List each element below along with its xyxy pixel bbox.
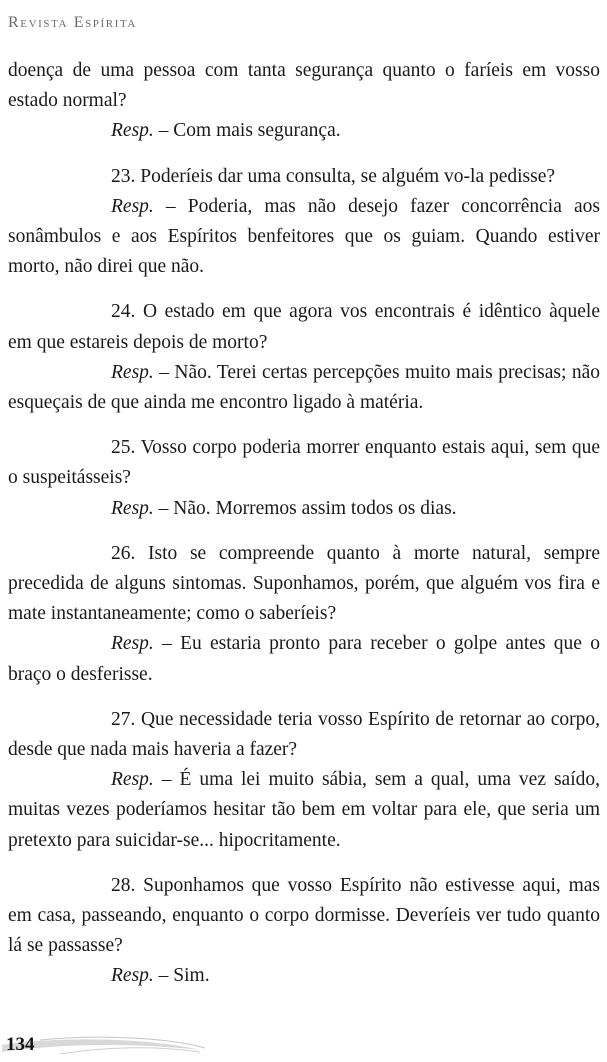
intro-answer (8, 116, 600, 146)
answer-text: – Eu estaria pronto para receber o golpe antes que o braço o desferisse. (8, 633, 600, 685)
answer-23 (8, 192, 600, 283)
answer-text: – Sim. (153, 965, 210, 987)
question-26: 26. Isto se compreende quanto à morte natural, sempre precedida de alguns sintomas. Suponhamos, porém, que alguém vos fira e mate instantaneamente; como o saberíeis? (8, 542, 600, 625)
resp-label: Resp. (111, 633, 154, 655)
running-header: Revista Espírita (8, 14, 137, 31)
answer-text: – Poderia, mas não desejo fazer concorrência aos sonâmbulos e aos Espíritos benfeitores que os guiam. Quando estiver morto, não direi que não. (8, 195, 600, 278)
question-28: 28. Suponhamos que vosso Espírito não estivesse aqui, mas em casa, passeando, enquanto o corpo dormisse. Deveríeis ver tudo quanto lá se passasse? (8, 874, 600, 957)
page-body (8, 56, 600, 992)
answer-25 (8, 494, 600, 524)
resp-label: Resp. (111, 195, 154, 217)
resp-label: Resp. (111, 769, 154, 791)
question-25: 25. Vosso corpo poderia morrer enquanto estais aqui, sem que o suspeitásseis? (8, 437, 600, 489)
resp-label: Resp. (111, 497, 154, 519)
answer-24 (8, 358, 600, 418)
question-24: 24. O estado em que agora vos encontrais é idêntico àquele em que estareis depois de morto? (8, 301, 600, 353)
resp-label: Resp. (111, 120, 154, 142)
answer-27 (8, 765, 600, 856)
page-number: 134 (6, 1034, 35, 1055)
resp-label: Resp. (111, 965, 154, 987)
question-27: 27. Que necessidade teria vosso Espírito de retornar ao corpo, desde que nada mais haveria a fazer? (8, 708, 600, 761)
question-23: 23. Poderíeis dar uma consulta, se alguém vo-la pedisse? (111, 165, 556, 187)
answer-28 (8, 961, 600, 991)
answer-text: – É uma lei muito sábia, sem a qual, uma vez saído, muitas vezes poderíamos hesitar tão bem em voltar para ele, que seria um pretexto para suicidar-se... hipocritamente. (8, 769, 600, 851)
answer-26 (8, 629, 600, 689)
resp-label: Resp. (111, 361, 154, 383)
page-footer (0, 1028, 607, 1062)
answer-text: – Não. Morremos assim todos os dias. (153, 497, 457, 519)
answer-text: – Com mais segurança. (153, 120, 341, 142)
decorative-swoosh-icon (0, 1028, 607, 1062)
intro-paragraph: doença de uma pessoa com tanta segurança quanto o faríeis em vosso estado normal? (8, 60, 600, 112)
answer-text: – Não. Terei certas percepções muito mais precisas; não esqueçais de que ainda me encontro ligado à matéria. (8, 361, 600, 414)
